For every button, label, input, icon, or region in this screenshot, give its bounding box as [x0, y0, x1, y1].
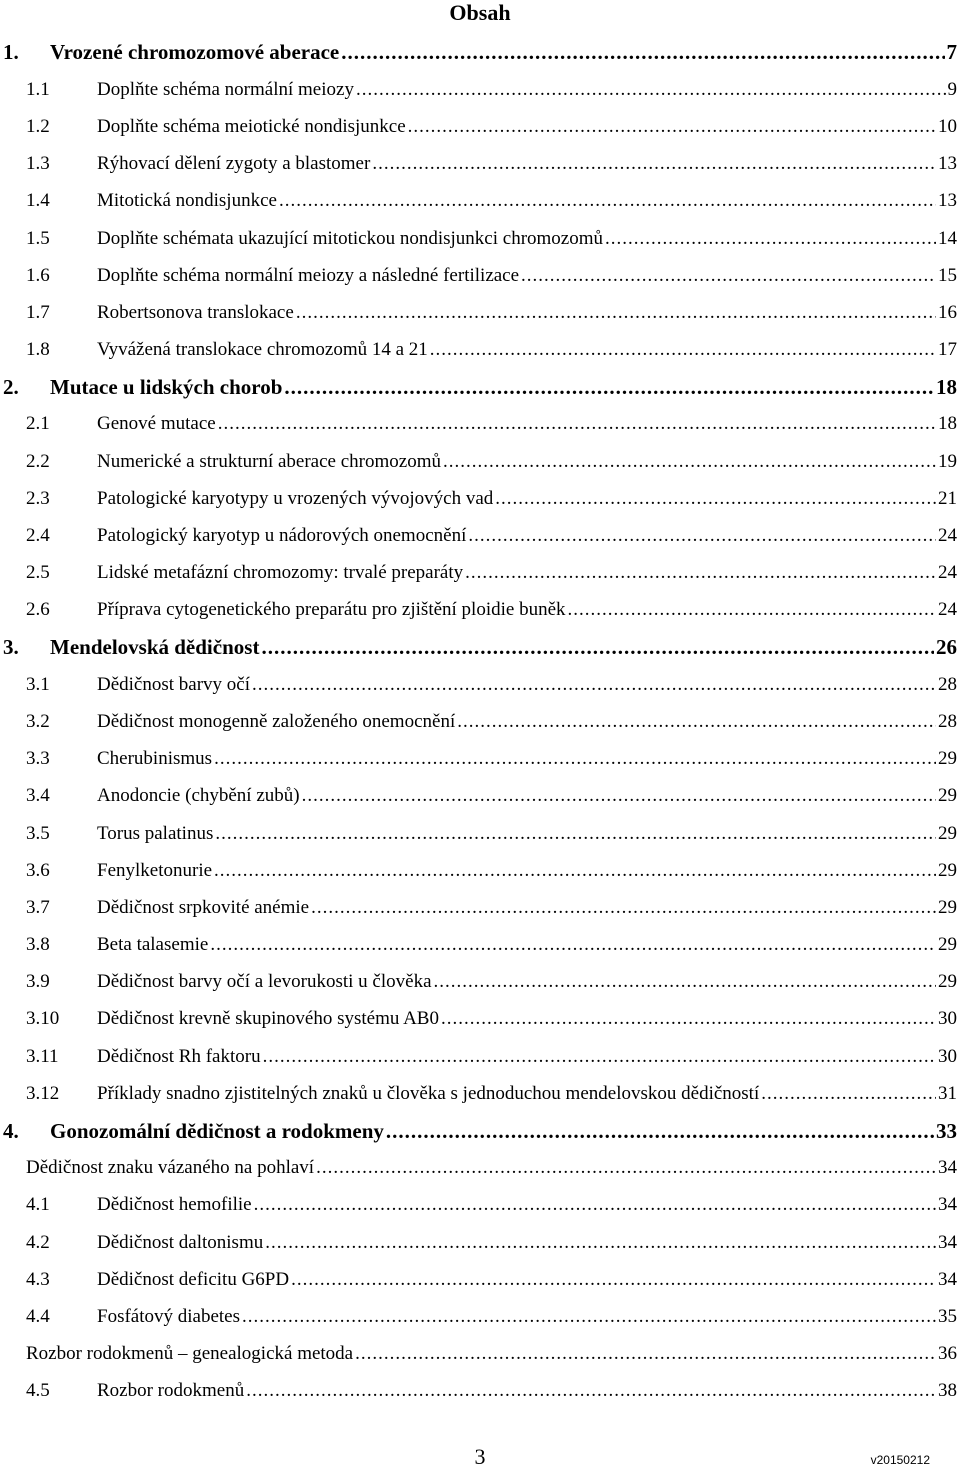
toc-entry-number: 2.6 — [26, 599, 50, 621]
toc-entry-title: Vyvážená translokace chromozomů 14 a 21 — [97, 339, 428, 361]
toc-entry-page: 29 — [938, 934, 957, 956]
toc-leader-dots — [605, 228, 936, 250]
toc-entry-line — [97, 1380, 957, 1402]
toc-entry[interactable] — [0, 108, 960, 145]
toc-entry-title: Dědičnost hemofilie — [97, 1194, 252, 1216]
toc-entry-title: Dědičnost daltonismu — [97, 1231, 264, 1253]
toc-leader-dots — [284, 375, 934, 400]
toc-entry-number: 3.1 — [26, 673, 50, 695]
toc-entry-title: Příklady snadno zjistitelných znaků u člověka s jednoduchou mendelovskou dědičností — [97, 1082, 760, 1104]
toc-entry-number: 2. — [3, 374, 19, 399]
toc-leader-dots — [568, 599, 936, 621]
toc-entry-number: 4.2 — [26, 1231, 50, 1253]
toc-entry-line — [97, 302, 957, 324]
toc-entry-page: 34 — [938, 1231, 957, 1253]
toc-entry-number: 3.2 — [26, 710, 50, 732]
toc-entry-title: Doplňte schéma meiotické nondisjunkce — [97, 115, 406, 137]
toc-leader-dots — [254, 1194, 936, 1216]
toc-entry-title: Rozbor rodokmenů — [97, 1380, 245, 1402]
toc-entry-title: Mutace u lidských chorob — [50, 374, 283, 399]
toc-entry-title: Mitotická nondisjunkce — [97, 190, 277, 212]
toc-entry-title: Vrozené chromozomové aberace — [50, 40, 340, 65]
toc-entry-line — [97, 1269, 957, 1291]
toc-entry[interactable] — [0, 1038, 960, 1075]
toc-leader-dots — [430, 339, 936, 361]
toc-entry-number: 3.3 — [26, 748, 50, 770]
toc-entry-number: 2.4 — [26, 525, 50, 547]
toc-entry[interactable] — [0, 406, 960, 443]
toc-entry[interactable] — [0, 629, 960, 666]
toc-leader-dots — [296, 302, 936, 324]
toc-entry-number: 3.12 — [26, 1082, 60, 1104]
toc-entry-page: 29 — [938, 971, 957, 993]
toc-entry-line — [97, 339, 957, 361]
toc-entry-page: 10 — [938, 115, 957, 137]
toc-entry-page: 26 — [936, 635, 957, 660]
table-of-contents — [0, 34, 960, 1410]
toc-entry-line — [97, 488, 957, 510]
toc-entry-title: Fosfátový diabetes — [97, 1305, 241, 1327]
toc-leader-dots — [468, 525, 936, 547]
toc-entry[interactable] — [0, 517, 960, 554]
toc-leader-dots — [356, 79, 946, 101]
toc-entry-title: Numerické a strukturní aberace chromozomů — [97, 450, 441, 472]
toc-entry[interactable] — [0, 1112, 960, 1149]
toc-entry-title: Genové mutace — [97, 413, 216, 435]
toc-entry-line — [26, 1157, 957, 1179]
toc-leader-dots — [372, 153, 936, 175]
toc-entry-title: Fenylketonurie — [97, 859, 213, 881]
toc-leader-dots — [441, 1008, 936, 1030]
toc-entry[interactable] — [0, 1150, 960, 1187]
toc-entry-title: Příprava cytogenetického preparátu pro zjištění ploidie buněk — [97, 599, 566, 621]
toc-entry-number: 3.6 — [26, 859, 50, 881]
toc-entry-title: Rozbor rodokmenů – genealogická metoda — [26, 1343, 354, 1365]
toc-entry-title: Doplňte schémata ukazující mitotickou nondisjunkci chromozomů — [97, 227, 604, 249]
toc-entry[interactable] — [0, 889, 960, 926]
toc-entry-line — [50, 40, 957, 65]
toc-entry-number: 3.9 — [26, 971, 50, 993]
toc-entry-number: 1.6 — [26, 264, 50, 286]
toc-entry-title: Dědičnost deficitu G6PD — [97, 1268, 290, 1290]
toc-leader-dots — [355, 1343, 936, 1365]
toc-entry-title: Dědičnost barvy očí a levorukosti u člověka — [97, 971, 432, 993]
toc-entry-line — [50, 1119, 957, 1144]
toc-entry-page: 36 — [938, 1343, 957, 1365]
toc-leader-dots — [218, 413, 936, 435]
toc-entry[interactable] — [0, 443, 960, 480]
toc-entry-title: Robertsonova translokace — [97, 301, 294, 323]
toc-entry-title: Mendelovská dědičnost — [50, 635, 260, 660]
toc-entry-number: 1.7 — [26, 301, 50, 323]
toc-leader-dots — [302, 785, 936, 807]
toc-entry-line — [26, 1343, 957, 1365]
toc-entry[interactable] — [0, 183, 960, 220]
toc-entry-page: 18 — [938, 413, 957, 435]
toc-entry-number: 1.4 — [26, 190, 50, 212]
toc-entry-page: 13 — [938, 190, 957, 212]
toc-entry-page: 29 — [938, 822, 957, 844]
version-label: v20150212 — [870, 1453, 930, 1467]
toc-entry-line — [97, 599, 957, 621]
toc-entry-title: Patologický karyotyp u nádorových onemocnění — [97, 525, 467, 547]
toc-entry-line — [97, 897, 957, 919]
toc-entry-line — [97, 711, 957, 733]
toc-entry-page: 30 — [938, 1045, 957, 1067]
toc-entry-number: 1.2 — [26, 115, 50, 137]
toc-entry-line — [97, 1232, 957, 1254]
toc-leader-dots — [246, 1380, 936, 1402]
toc-leader-dots — [341, 40, 944, 65]
toc-entry-line — [50, 635, 957, 660]
page-number: 3 — [474, 1444, 486, 1469]
toc-entry[interactable] — [0, 592, 960, 629]
toc-entry-number: 2.2 — [26, 450, 50, 472]
toc-entry-line — [97, 971, 957, 993]
toc-entry[interactable] — [0, 778, 960, 815]
toc-entry-title: Rýhovací dělení zygoty a blastomer — [97, 153, 371, 175]
toc-leader-dots — [761, 1083, 936, 1105]
toc-entry-number: 2.1 — [26, 413, 50, 435]
toc-entry-page: 29 — [938, 785, 957, 807]
toc-entry-title: Beta talasemie — [97, 934, 209, 956]
toc-entry-page: 7 — [946, 40, 957, 65]
toc-leader-dots — [434, 971, 936, 993]
toc-leader-dots — [386, 1119, 934, 1144]
toc-entry-page: 29 — [938, 859, 957, 881]
toc-entry-line — [97, 153, 957, 175]
toc-entry[interactable] — [0, 741, 960, 778]
toc-entry-page: 24 — [938, 599, 957, 621]
toc-leader-dots — [443, 451, 936, 473]
toc-entry-number: 2.5 — [26, 562, 50, 584]
toc-entry-page: 34 — [938, 1157, 957, 1179]
toc-entry-number: 4.3 — [26, 1268, 50, 1290]
toc-entry-page: 24 — [938, 562, 957, 584]
toc-entry-number: 1.1 — [26, 78, 50, 100]
toc-entry[interactable] — [0, 1224, 960, 1261]
toc-entry-line — [97, 1046, 957, 1068]
toc-leader-dots — [265, 1232, 936, 1254]
toc-leader-dots — [521, 265, 936, 287]
toc-entry-line — [50, 375, 957, 400]
toc-entry-number: 4.5 — [26, 1380, 50, 1402]
toc-entry-line — [97, 116, 957, 138]
toc-entry-page: 15 — [938, 264, 957, 286]
toc-entry-page: 29 — [938, 896, 957, 918]
toc-entry[interactable] — [0, 257, 960, 294]
toc-entry-title: Dědičnost srpkovité anémie — [97, 896, 310, 918]
toc-entry-title: Torus palatinus — [97, 822, 214, 844]
toc-entry[interactable] — [0, 666, 960, 703]
toc-entry-number: 3.4 — [26, 785, 50, 807]
toc-leader-dots — [311, 897, 936, 919]
toc-entry[interactable] — [0, 1261, 960, 1298]
toc-entry-page: 28 — [938, 710, 957, 732]
toc-entry-number: 1.5 — [26, 227, 50, 249]
toc-entry-title: Dědičnost Rh faktoru — [97, 1045, 261, 1067]
toc-entry-line — [97, 674, 957, 696]
toc-entry[interactable] — [0, 332, 960, 369]
toc-entry-title: Dědičnost krevně skupinového systému AB0 — [97, 1008, 439, 1030]
toc-entry-number: 1.8 — [26, 339, 50, 361]
toc-entry-line — [97, 1194, 957, 1216]
toc-leader-dots — [214, 860, 936, 882]
toc-leader-dots — [291, 1269, 936, 1291]
toc-entry-page: 30 — [938, 1008, 957, 1030]
toc-leader-dots — [279, 190, 936, 212]
toc-entry-title: Dědičnost monogenně založeného onemocnění — [97, 710, 456, 732]
toc-entry[interactable] — [0, 1298, 960, 1335]
toc-entry-page: 14 — [938, 227, 957, 249]
toc-entry-title: Gonozomální dědičnost a rodokmeny — [50, 1118, 384, 1143]
toc-entry-number: 4.4 — [26, 1305, 50, 1327]
page-title: Obsah — [449, 0, 511, 25]
toc-entry[interactable] — [0, 480, 960, 517]
toc-entry-page: 9 — [947, 78, 957, 100]
toc-entry[interactable] — [0, 815, 960, 852]
toc-entry[interactable] — [0, 294, 960, 331]
toc-leader-dots — [263, 1046, 936, 1068]
toc-entry-page: 31 — [938, 1082, 957, 1104]
toc-entry-title: Cherubinismus — [97, 748, 213, 770]
toc-entry-number: 4.1 — [26, 1194, 50, 1216]
toc-entry[interactable] — [0, 964, 960, 1001]
toc-entry[interactable] — [0, 555, 960, 592]
toc-entry-line — [97, 525, 957, 547]
toc-entry-title: Dědičnost znaku vázaného na pohlaví — [26, 1157, 315, 1179]
toc-entry[interactable] — [0, 71, 960, 108]
toc-entry-line — [97, 748, 957, 770]
toc-entry-number: 3.10 — [26, 1008, 60, 1030]
toc-leader-dots — [495, 488, 936, 510]
toc-entry-number: 1. — [3, 40, 19, 65]
toc-entry-page: 19 — [938, 450, 957, 472]
toc-entry[interactable] — [0, 703, 960, 740]
toc-entry-page: 13 — [938, 153, 957, 175]
toc-entry-page: 29 — [938, 748, 957, 770]
toc-entry-title: Patologické karyotypy u vrozených vývojových vad — [97, 487, 494, 509]
toc-leader-dots — [215, 823, 936, 845]
toc-leader-dots — [242, 1306, 936, 1328]
toc-entry-title: Doplňte schéma normální meiozy a následné fertilizace — [97, 264, 520, 286]
toc-entry-line — [97, 228, 957, 250]
toc-leader-dots — [316, 1157, 936, 1179]
toc-entry-line — [97, 451, 957, 473]
toc-entry-page: 34 — [938, 1194, 957, 1216]
toc-entry-number: 4. — [3, 1118, 19, 1143]
toc-entry-title: Doplňte schéma normální meiozy — [97, 78, 354, 100]
toc-entry[interactable] — [0, 1001, 960, 1038]
toc-entry[interactable] — [0, 34, 960, 71]
toc-entry-line — [97, 265, 957, 287]
toc-entry-number: 3.8 — [26, 934, 50, 956]
toc-entry-page: 38 — [938, 1380, 957, 1402]
toc-entry-number: 3.11 — [26, 1045, 59, 1067]
toc-entry-number: 3. — [3, 635, 19, 660]
toc-entry-page: 28 — [938, 673, 957, 695]
toc-leader-dots — [465, 562, 936, 584]
toc-entry-title: Dědičnost barvy očí — [97, 673, 251, 695]
toc-entry-page: 16 — [938, 301, 957, 323]
toc-leader-dots — [252, 674, 936, 696]
toc-entry-line — [97, 79, 957, 101]
toc-entry[interactable] — [0, 1187, 960, 1224]
toc-leader-dots — [214, 748, 936, 770]
toc-entry-page: 35 — [938, 1305, 957, 1327]
toc-entry[interactable] — [0, 146, 960, 183]
toc-entry-line — [97, 1306, 957, 1328]
toc-entry-line — [97, 785, 957, 807]
toc-entry[interactable] — [0, 1336, 960, 1373]
toc-entry[interactable] — [0, 1373, 960, 1410]
toc-entry-line — [97, 413, 957, 435]
toc-leader-dots — [457, 711, 936, 733]
toc-entry-number: 2.3 — [26, 487, 50, 509]
toc-entry-page: 34 — [938, 1268, 957, 1290]
toc-leader-dots — [261, 635, 934, 660]
toc-entry-line — [97, 934, 957, 956]
toc-entry-title: Anodoncie (chybění zubů) — [97, 785, 300, 807]
toc-entry-page: 18 — [936, 374, 957, 399]
toc-leader-dots — [210, 934, 936, 956]
toc-entry-line — [97, 860, 957, 882]
toc-entry-line — [97, 562, 957, 584]
toc-entry-page: 17 — [938, 339, 957, 361]
toc-entry-page: 24 — [938, 525, 957, 547]
toc-entry-line — [97, 190, 957, 212]
toc-entry-number: 3.7 — [26, 896, 50, 918]
toc-leader-dots — [408, 116, 936, 138]
toc-entry-line — [97, 1008, 957, 1030]
toc-entry-line — [97, 1083, 957, 1105]
toc-entry[interactable] — [0, 369, 960, 406]
toc-entry-title: Lidské metafázní chromozomy: trvalé preparáty — [97, 562, 464, 584]
toc-entry-page: 21 — [938, 487, 957, 509]
toc-entry-number: 3.5 — [26, 822, 50, 844]
toc-entry-number: 1.3 — [26, 153, 50, 175]
toc-entry[interactable] — [0, 220, 960, 257]
toc-entry[interactable] — [0, 1075, 960, 1112]
toc-entry-line — [97, 823, 957, 845]
toc-entry[interactable] — [0, 927, 960, 964]
toc-entry-page: 33 — [936, 1118, 957, 1143]
toc-entry[interactable] — [0, 852, 960, 889]
